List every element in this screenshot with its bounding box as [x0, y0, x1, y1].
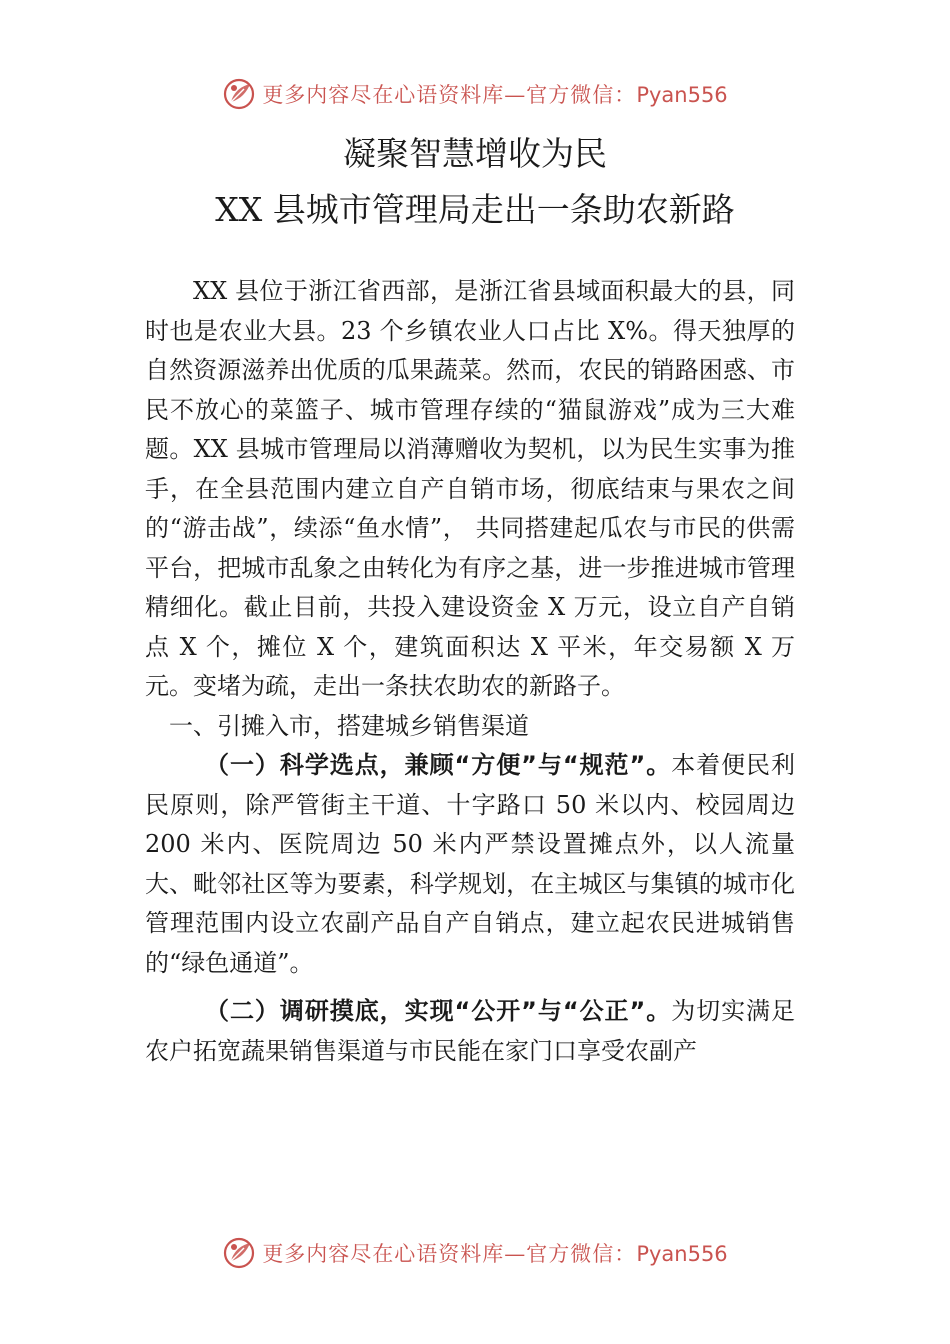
- subsection-1: [145, 746, 795, 983]
- section-heading-1: 一、引摊入市，搭建城乡销售渠道: [169, 711, 529, 740]
- subsection-1-body: 本着便民利民原则，除严管街主干道、十字路口 50 米以内、校园周边 200 米内、医院周边 50 米内严禁设置摊点外，以人流量大、毗邻社区等为要素，科学规划，在主城区与集镇的城市化管理范围内设立农副产品自产自销点，建立起农民进城销售的“绿色通道”。: [145, 751, 796, 977]
- subsection-1-lead: （一）科学选点，兼顾“方便”与“规范”。: [205, 751, 672, 779]
- leaf-logo-icon: [222, 77, 256, 111]
- watermark-wechat-id: Pyan556: [636, 1242, 728, 1266]
- intro-paragraph: XX 县位于浙江省西部，是浙江省县域面积最大的县，同时也是农业大县。23 个乡镇农业人口占比 X%。得天独厚的自然资源滋养出优质的瓜果蔬菜。然而，农民的销路困惑、市民不放心的菜篮子、城市管理存续的“猫鼠游戏”成为三大难题。XX 县城市管理局以消薄赠收为契机，以为民生实事为推手，在全县范围内建立自产自销市场，彻底结束与果农之间的“游击战”，续添“鱼水情”， 共同搭建起瓜农与市民的供需平台，把城市乱象之由转化为有序之基，进一步推进城市管理精细化。截止目前，共投入建设资金 X 万元，设立自产自销点 X 个，摊位 X 个，建筑面积达 X 平米，年交易额 X 万元。变堵为疏，走出一条扶农助农的新路子。: [145, 277, 795, 700]
- watermark-text: 更多内容尽在心语资料库—官方微信：Pyan556: [262, 1242, 728, 1266]
- subsection-2-body: 为切实满足农户拓宽蔬果销售渠道与市民能在家门口享受农副产: [145, 997, 796, 1065]
- watermark-wechat-id: Pyan556: [636, 83, 728, 107]
- document-body: [145, 272, 795, 1071]
- document-title-line1: 凝聚智慧增收为民: [343, 134, 607, 173]
- watermark-header: [0, 74, 950, 114]
- watermark-text: 更多内容尽在心语资料库—官方微信：Pyan556: [262, 83, 728, 107]
- document-title-line2: XX 县城市管理局走出一条助农新路: [215, 190, 735, 229]
- subsection-2-lead: （二）调研摸底，实现“公开”与“公正”。: [205, 997, 672, 1025]
- leaf-logo-icon: [222, 1236, 256, 1270]
- watermark-footer: [0, 1233, 950, 1273]
- subsection-2: [145, 992, 795, 1071]
